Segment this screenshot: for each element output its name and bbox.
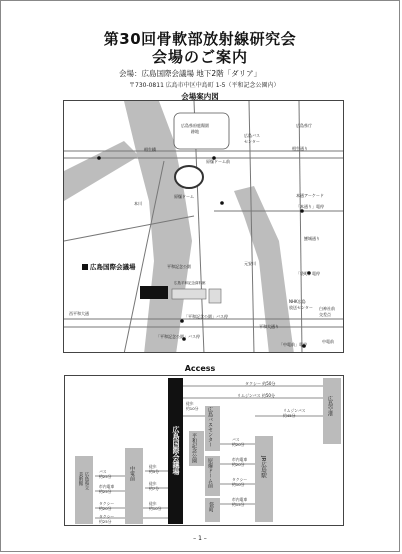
access-edge-walk10a: 徒歩 約10分: [186, 401, 199, 411]
museum-annex: [209, 289, 221, 303]
map-label-rijo: 鯉城通り: [304, 236, 320, 241]
map-label-chuden-stop: 「中電前」電停: [279, 342, 307, 347]
access-edge-taxi10: タクシー 約10分: [232, 477, 248, 487]
airport2-block: [75, 456, 93, 524]
access-edge-tram20: 市内電車 約20分: [232, 457, 248, 467]
map-title: 会場案内図: [181, 92, 219, 101]
map-label-aioi-bridge: 相生橋: [144, 147, 156, 152]
map-label-garden: 広島県府庭陽園 跡地: [181, 123, 209, 134]
map-label-bus-park: 「平和記念公園」バス停: [184, 314, 228, 319]
map-label-river1: 本川: [134, 201, 142, 206]
venue-marker-icon: [82, 264, 88, 270]
access-node-airport: 広島空港: [327, 396, 333, 416]
access-node-bus-center: 広島バスセンター: [207, 407, 213, 447]
access-edge-bus20: バス 約20分: [232, 437, 245, 447]
map-label-chuden: 中電前: [322, 339, 334, 344]
map-label-junior: 白神社前 交差点: [319, 306, 335, 317]
map-label-fukuro: 「袋町」電停: [296, 271, 320, 276]
access-edge-taxi25: タクシー 約25分: [99, 514, 115, 524]
map-label-river2: 元安川: [244, 261, 256, 266]
map-label-venue: 広島国際会議場: [90, 263, 136, 271]
access-node-museum2: 広島県立 美術館: [78, 472, 89, 490]
venue-map: [63, 100, 344, 353]
map-label-bus-park2: 「平和記念公園」バス停: [156, 334, 200, 339]
venue-line: 会場：広島国際会議場 地下2階「ダリア」: [119, 69, 262, 78]
document-title: 第30回骨軟部放射線研究会: [103, 30, 297, 48]
access-edge-taxi20: タクシー 約20分: [99, 501, 115, 511]
document-subtitle: 会場のご案内: [151, 48, 248, 66]
map-label-nishi-heiwa: 西平和大通: [69, 311, 89, 316]
map-label-kencho: 広島県庁: [296, 123, 312, 128]
access-node-jr: JR広島駅: [260, 456, 266, 478]
access-edge-taxi50: タクシー 約50分: [245, 381, 276, 386]
access-edge-tram25: 市内電車 約25分: [99, 484, 115, 494]
chuden-block: [125, 448, 143, 524]
access-node-dome: 原爆ドーム前: [207, 458, 213, 488]
map-label-mall: 本通アーケード: [296, 193, 324, 198]
access-node-chuden: 中電前: [129, 466, 135, 481]
access-edge-walk10d: 徒歩 約10分: [149, 501, 162, 511]
access-edge-walk7: 徒歩 約7分: [149, 481, 160, 491]
access-diagram: [64, 375, 344, 526]
map-label-heiwa-st: 平和大通り: [259, 324, 279, 329]
map-label-aioi: 相生通り: [292, 146, 308, 151]
page-number: – 1 –: [193, 535, 207, 542]
access-edge-limo-jr: リムジンバス 約45分: [283, 408, 306, 418]
map-label-museum: 広島平和記念資料館: [174, 281, 206, 285]
map-label-dome-sign: 原爆ドーム前: [206, 159, 230, 164]
map-label-hondori-stop: 「本通り」電停: [296, 204, 324, 209]
map-label-heiwa-park: 平和記念公園: [167, 264, 191, 269]
venue-address: 〒730-0811 広島市中区中島町 1-5（平和記念公園内）: [129, 82, 280, 89]
access-node-venue: 広島国際会議場: [172, 426, 180, 475]
museum-building: [172, 289, 206, 299]
access-edge-limo50: リムジンバス 約50分: [237, 393, 275, 398]
map-label-nhk: NHK広島 放送センター: [289, 299, 313, 310]
access-edge-walk5a: 徒歩 約5分: [149, 464, 160, 474]
access-edge-bus25: バス 約25分: [99, 469, 112, 479]
access-title: Access: [184, 364, 216, 373]
access-node-heiwa: 平和記念公園: [191, 433, 197, 463]
jr-block: [255, 436, 273, 522]
access-edge-tram15: 市内電車 約15分: [232, 497, 248, 507]
access-node-fukuro: 袋町: [208, 502, 214, 512]
map-label-bus-center: 広島バス センター: [244, 133, 260, 144]
stadium-shape: [175, 166, 203, 188]
venue-building: [140, 286, 168, 299]
map-label-dome: 原爆ドーム: [174, 194, 194, 199]
